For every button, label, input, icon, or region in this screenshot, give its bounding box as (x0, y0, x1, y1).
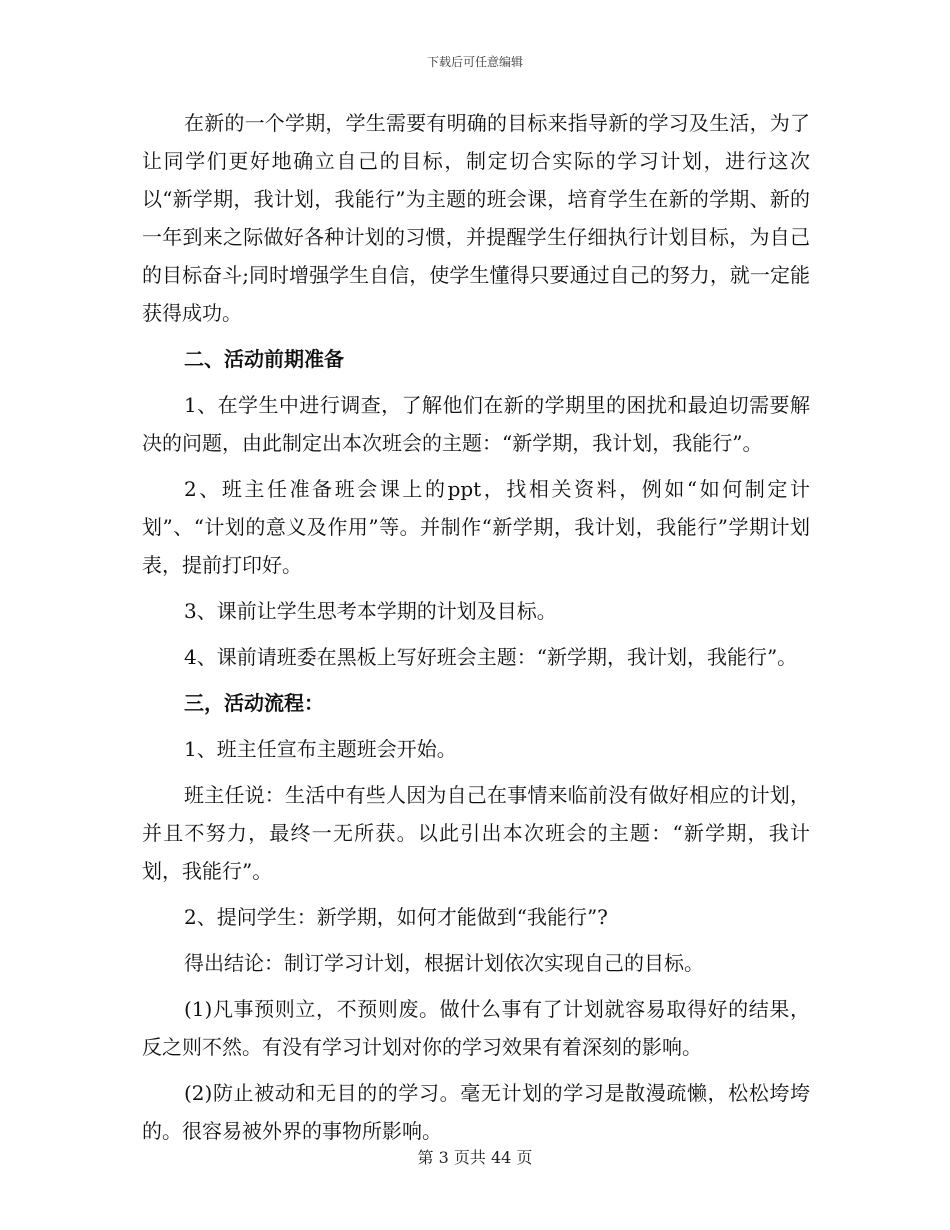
paragraph-prep-1: 1、在学生中进行调查，了解他们在新的学期里的困扰和最迫切需要解决的问题，由此制定出本次班会的主题：“新学期，我计划，我能行”。 (142, 393, 810, 455)
paragraph-point-2: (2)防止被动和无目的的学习。毫无计划的学习是散漫疏懒，松松垮垮的。很容易被外界的事物所影响。 (142, 1081, 810, 1143)
document-body (142, 104, 810, 1158)
section-heading-process: 三，活动流程： (184, 691, 324, 715)
paragraph-prep-4: 4、课前请班委在黑板上写好班会主题：“新学期，我计划，我能行”。 (184, 645, 798, 669)
paragraph-conclusion: 得出结论：制订学习计划，根据计划依次实现自己的目标。 (184, 951, 704, 975)
page-header: 下载后可任意编辑 (426, 55, 523, 69)
paragraph-point-1: (1)凡事预则立，不预则废。做什么事有了计划就容易取得好的结果，反之则不然。有没有学习计划对你的学习效果有着深刻的影响。 (142, 997, 810, 1059)
paragraph-intro: 在新的一个学期，学生需要有明确的目标来指导新的学习及生活，为了让同学们更好地确立自己的目标，制定切合实际的学习计划，进行这次以“新学期，我计划，我能行”为主题的班会课，培育学生在新的学期、新的一年到来之际做好各种计划的习惯，并提醒学生仔细执行计划目标，为自己的目标奋斗;同时增强学生自信，使学生懂得只要通过自己的努力，就一定能获得成功。 (142, 111, 810, 325)
paragraph-teacher-says: 班主任说：生活中有些人因为自己在事情来临前没有做好相应的计划，并且不努力，最终一无所获。以此引出本次班会的主题：“新学期，我计划，我能行”。 (142, 783, 810, 883)
paragraph-prep-2: 2、班主任准备班会课上的ppt，找相关资料，例如“如何制定计划”、“计划的意义及作用”等。并制作“新学期，我计划，我能行”学期计划表，提前打印好。 (142, 477, 810, 577)
paragraph-process-1: 1、班主任宣布主题班会开始。 (184, 737, 457, 761)
page-footer: 第 3 页共 44 页 (417, 1148, 533, 1167)
paragraph-process-2: 2、提问学生：新学期，如何才能做到“我能行”? (184, 905, 608, 929)
section-heading-preparation: 二、活动前期准备 (184, 347, 344, 371)
paragraph-prep-3: 3、课前让学生思考本学期的计划及目标。 (184, 599, 557, 623)
